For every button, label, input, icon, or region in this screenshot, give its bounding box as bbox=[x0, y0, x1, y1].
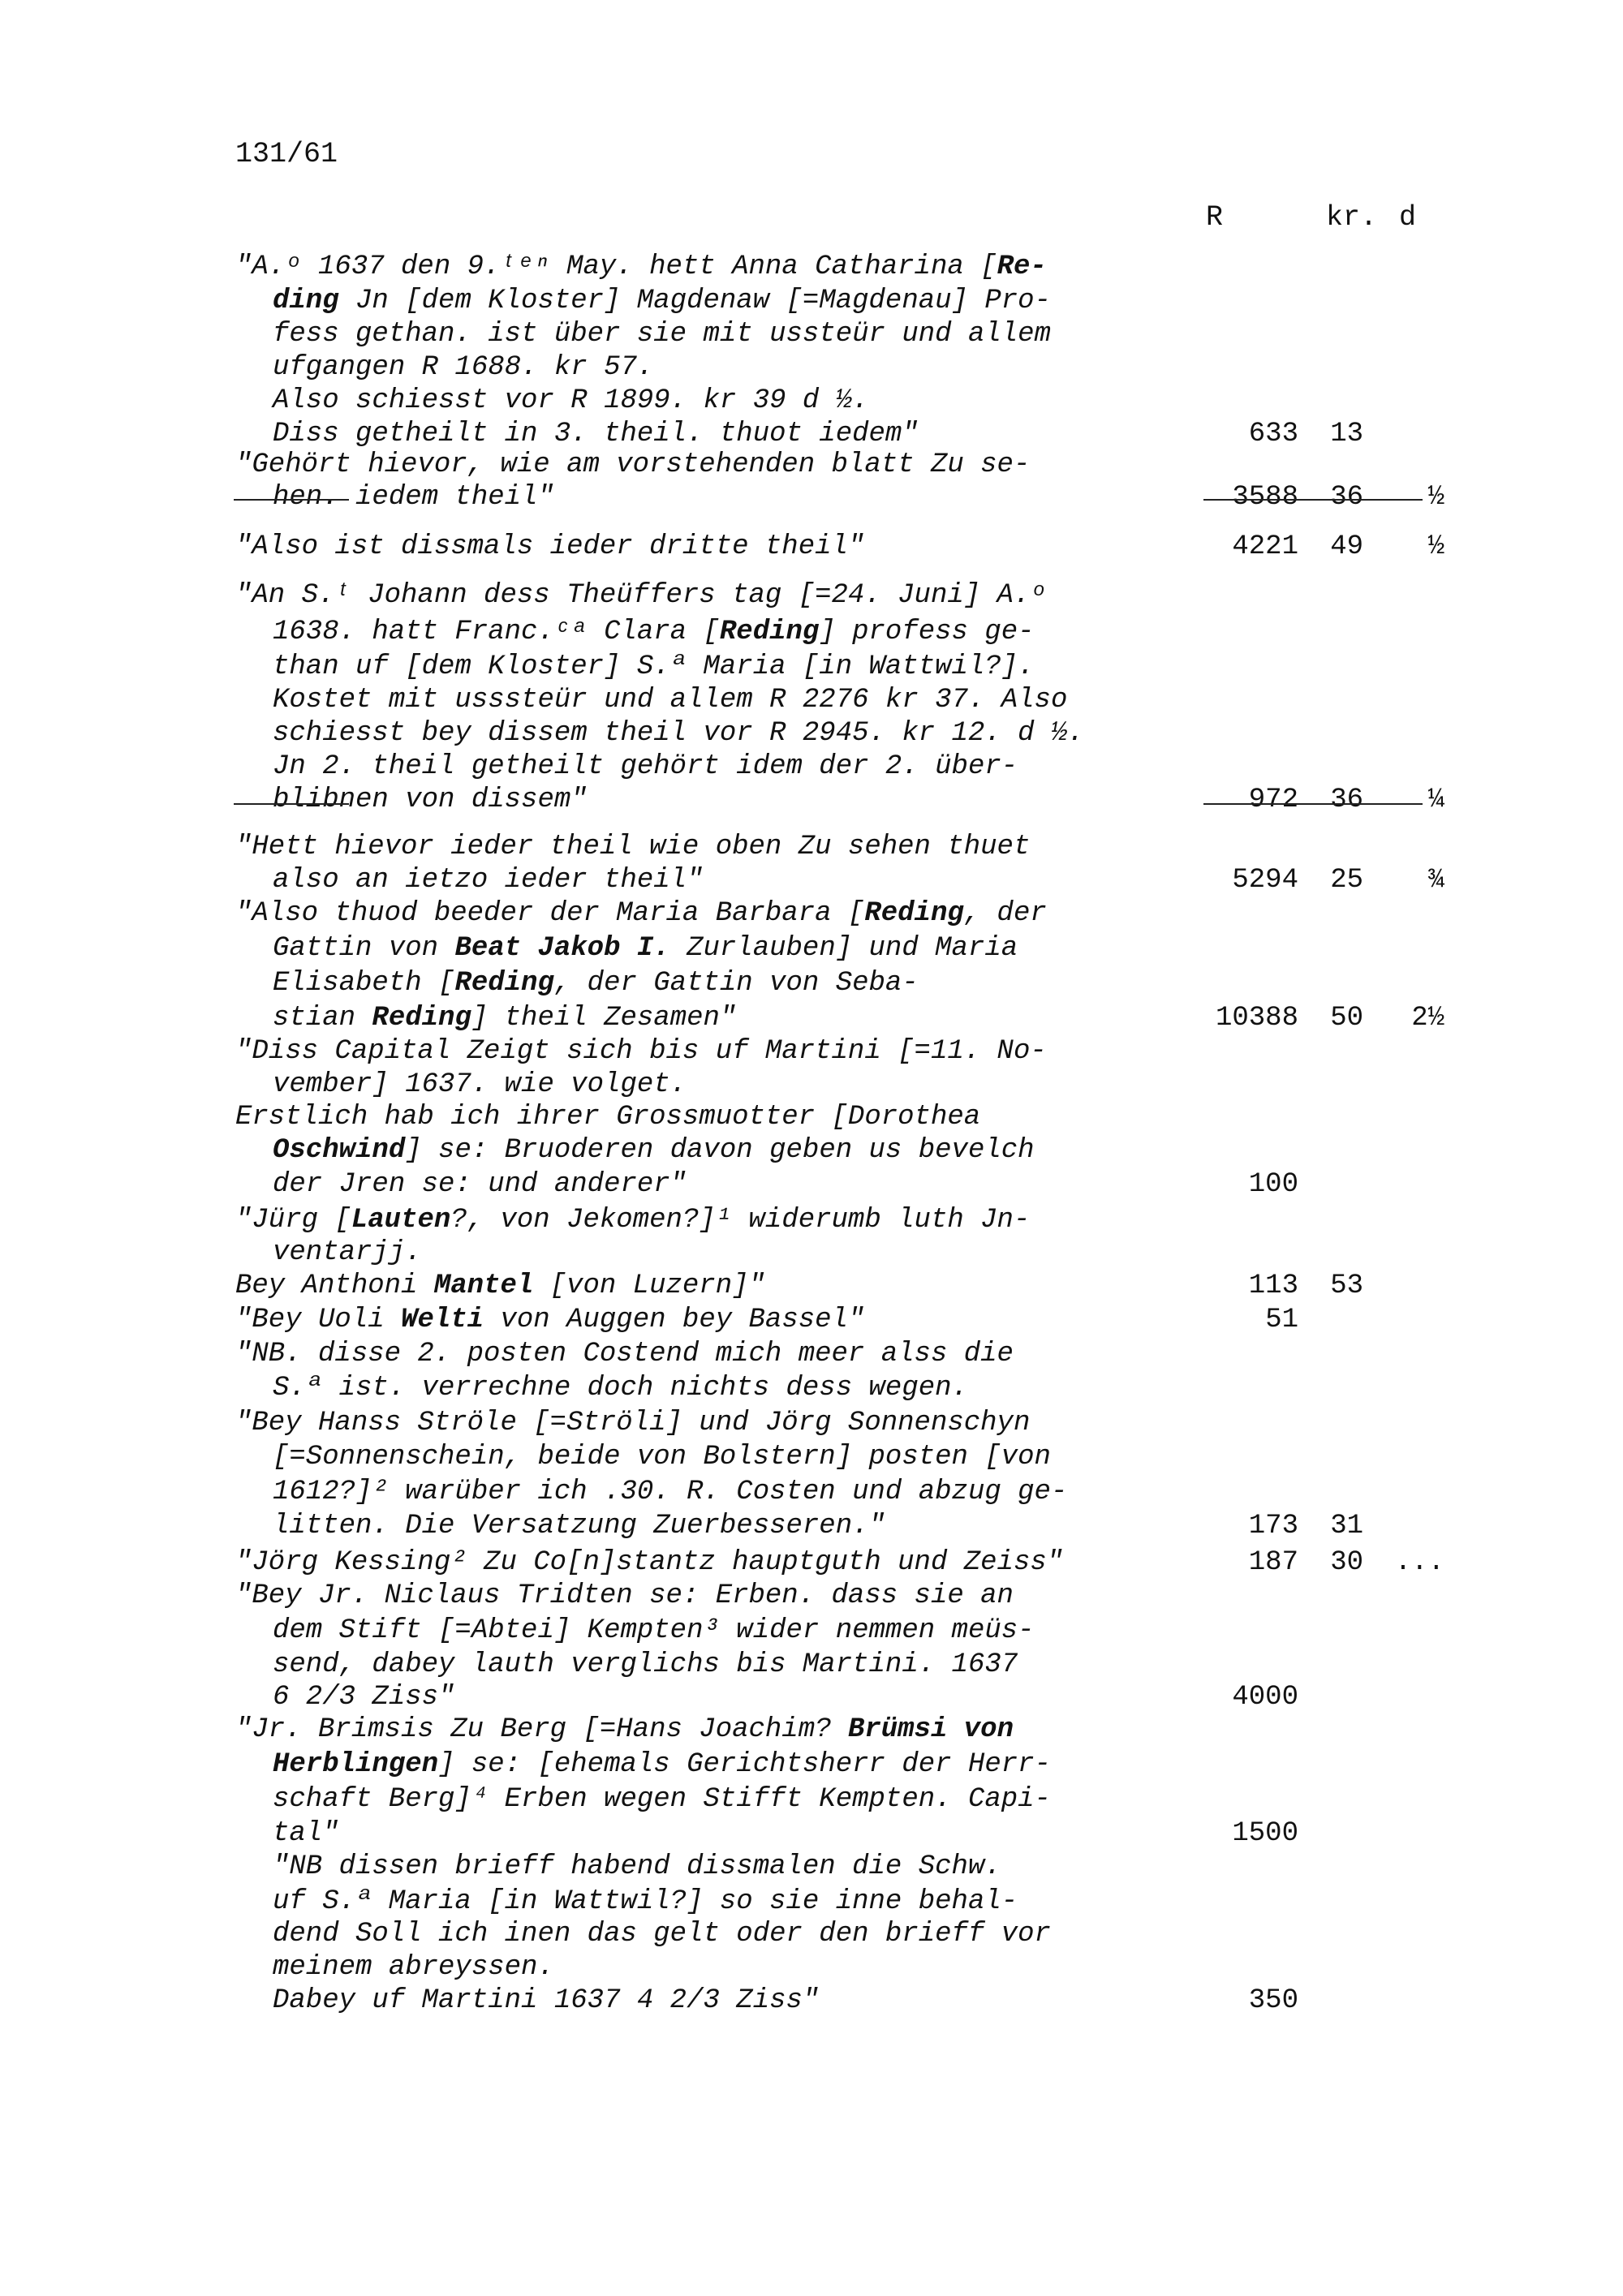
amount-r: 100 bbox=[1248, 1169, 1298, 1200]
entry-line: Bey Anthoni Mantel [von Luzern]" bbox=[235, 1271, 765, 1301]
entry-line: "Also ist dissmals ieder dritte theil" bbox=[235, 531, 865, 562]
entry-line: than uf [dem Kloster] S.ª Maria [in Wattwil?]. bbox=[273, 651, 1035, 682]
entry-line: "A.ᵒ 1637 den 9.ᵗᵉⁿ May. hett Anna Catharina [Re- bbox=[235, 252, 1047, 282]
page-number: 131/61 bbox=[235, 138, 338, 170]
entry-line: 1638. hatt Franc.ᶜᵃ Clara [Reding] profess ge- bbox=[273, 617, 1035, 647]
amount-r: 51 bbox=[1265, 1305, 1298, 1335]
amount-kr: 25 bbox=[1330, 865, 1363, 896]
amount-r: 5294 bbox=[1232, 865, 1298, 896]
entry-line: [=Sonnenschein, beide von Bolstern] posten [von bbox=[273, 1442, 1051, 1473]
left-rule bbox=[234, 803, 349, 805]
entry-line: ventarjj. bbox=[273, 1237, 422, 1268]
entry-line: Diss getheilt in 3. theil. thuot iedem" bbox=[273, 419, 919, 449]
amount-r: 173 bbox=[1248, 1511, 1298, 1541]
entry-line: "Jr. Brimsis Zu Berg [=Hans Joachim? Brümsi von bbox=[235, 1714, 1014, 1745]
amount-r: 1500 bbox=[1232, 1818, 1298, 1849]
entry-line: hen. iedem theil" bbox=[273, 482, 554, 513]
entry-line: Elisabeth [Reding, der Gattin von Seba- bbox=[273, 968, 919, 999]
amount-r: 10388 bbox=[1215, 1003, 1298, 1034]
entry-line: 6 2/3 Ziss" bbox=[273, 1682, 455, 1713]
entry-line: S.ª ist. verrechne doch nichts dess wegen. bbox=[273, 1373, 968, 1404]
entry-line: uf S.ª Maria [in Wattwil?] so sie inne behal- bbox=[273, 1886, 1018, 1917]
amount-d: ¼ bbox=[1427, 785, 1444, 815]
amount-kr: 36 bbox=[1330, 785, 1363, 815]
entry-line: "NB dissen brieff habend dissmalen die Schw. bbox=[273, 1851, 1001, 1882]
entry-line: "Gehört hievor, wie am vorstehenden blatt Zu se- bbox=[235, 449, 1031, 480]
entry-line: dend Soll ich inen das gelt oder den brieff vor bbox=[273, 1919, 1051, 1950]
amount-r: 187 bbox=[1248, 1547, 1298, 1578]
amount-d: ½ bbox=[1427, 482, 1444, 513]
entry-line: "Also thuod beeder der Maria Barbara [Reding, der bbox=[235, 898, 1047, 929]
amount-r: 4221 bbox=[1232, 531, 1298, 562]
entry-line: 1612?]² warüber ich .30. R. Costen und abzug ge- bbox=[273, 1477, 1068, 1507]
entry-line: "Jürg [Lauten?, von Jekomen?]¹ widerumb luth Jn- bbox=[235, 1205, 1031, 1236]
amount-kr: 36 bbox=[1330, 482, 1363, 513]
amount-kr: 30 bbox=[1330, 1547, 1363, 1578]
entry-line: Herblingen] se: [ehemals Gerichtsherr der Herr- bbox=[273, 1749, 1051, 1780]
amount-d: 2½ bbox=[1411, 1003, 1444, 1034]
column-header-kr: kr. bbox=[1326, 201, 1378, 234]
entry-line: Kostet mit usssteür und allem R 2276 kr 37. Also bbox=[273, 685, 1068, 716]
entry-line: fess gethan. ist über sie mit ussteür und allem bbox=[273, 319, 1051, 350]
entry-line: Erstlich hab ich ihrer Grossmuotter [Dorothea bbox=[235, 1102, 981, 1133]
column-header-d: d bbox=[1399, 201, 1417, 234]
entry-line: Also schiesst vor R 1899. kr 39 d ½. bbox=[273, 385, 869, 416]
entry-line: ufgangen R 1688. kr 57. bbox=[273, 352, 654, 383]
entry-line: send, dabey lauth verglichs bis Martini. 1637 bbox=[273, 1649, 1018, 1680]
entry-line: tal" bbox=[273, 1818, 339, 1849]
amount-r: 350 bbox=[1248, 1985, 1298, 2016]
entry-line: ding Jn [dem Kloster] Magdenaw [=Magdenau] Pro- bbox=[273, 286, 1051, 316]
entry-line: dem Stift [=Abtei] Kempten³ wider nemmen meüs- bbox=[273, 1615, 1035, 1646]
entry-line: Oschwind] se: Bruoderen davon geben us bevelch bbox=[273, 1135, 1035, 1166]
entry-line: vember] 1637. wie volget. bbox=[273, 1069, 687, 1100]
sum-rule bbox=[1203, 499, 1423, 501]
amount-d: ¾ bbox=[1427, 865, 1444, 896]
entry-line: litten. Die Versatzung Zuerbesseren." bbox=[273, 1511, 885, 1541]
entry-line: Dabey uf Martini 1637 4 2/3 Ziss" bbox=[273, 1985, 820, 2016]
sum-rule bbox=[1203, 803, 1423, 805]
column-header-r: R bbox=[1206, 201, 1224, 234]
amount-kr: 31 bbox=[1330, 1511, 1363, 1541]
entry-line: Jn 2. theil getheilt gehört idem der 2. über- bbox=[273, 751, 1018, 782]
entry-line: "Bey Jr. Niclaus Tridten se: Erben. dass sie an bbox=[235, 1580, 1014, 1611]
amount-r: 113 bbox=[1248, 1271, 1298, 1301]
entry-line: Gattin von Beat Jakob I. Zurlauben] und Maria bbox=[273, 933, 1018, 964]
amount-kr: 53 bbox=[1330, 1271, 1363, 1301]
entry-line: "NB. disse 2. posten Costend mich meer alss die bbox=[235, 1339, 1014, 1369]
amount-r: 3588 bbox=[1232, 482, 1298, 513]
entry-line: also an ietzo ieder theil" bbox=[273, 865, 704, 896]
entry-line: "Jörg Kessing² Zu Co[n]stantz hauptguth und Zeiss" bbox=[235, 1547, 1064, 1578]
entry-line: "An S.ᵗ Johann dess Theüffers tag [=24. Juni] A.ᵒ bbox=[235, 580, 1047, 611]
amount-d: ½ bbox=[1427, 531, 1444, 562]
amount-kr: 13 bbox=[1330, 419, 1363, 449]
entry-line: schaft Berg]⁴ Erben wegen Stifft Kempten. Capi- bbox=[273, 1784, 1051, 1815]
entry-line: der Jren se: und anderer" bbox=[273, 1169, 687, 1200]
amount-kr: 49 bbox=[1330, 531, 1363, 562]
entry-line: "Bey Uoli Welti von Auggen bey Bassel" bbox=[235, 1305, 865, 1335]
entry-line: schiesst bey dissem theil vor R 2945. kr 12. d ½. bbox=[273, 718, 1084, 749]
entry-line: "Hett hievor ieder theil wie oben Zu sehen thuet bbox=[235, 832, 1031, 862]
left-rule bbox=[234, 499, 349, 501]
entry-line: stian Reding] theil Zesamen" bbox=[273, 1003, 737, 1034]
amount-r: 4000 bbox=[1232, 1682, 1298, 1713]
amount-r: 633 bbox=[1248, 419, 1298, 449]
entry-line: meinem abreyssen. bbox=[273, 1952, 554, 1983]
amount-d: ... bbox=[1394, 1547, 1444, 1578]
entry-line: "Bey Hanss Ströle [=Ströli] und Jörg Sonnenschyn bbox=[235, 1408, 1031, 1438]
entry-line: "Diss Capital Zeigt sich bis uf Martini [=11. No- bbox=[235, 1036, 1047, 1067]
amount-r: 972 bbox=[1248, 785, 1298, 815]
entry-line: blibnen von dissem" bbox=[273, 785, 588, 815]
amount-kr: 50 bbox=[1330, 1003, 1363, 1034]
